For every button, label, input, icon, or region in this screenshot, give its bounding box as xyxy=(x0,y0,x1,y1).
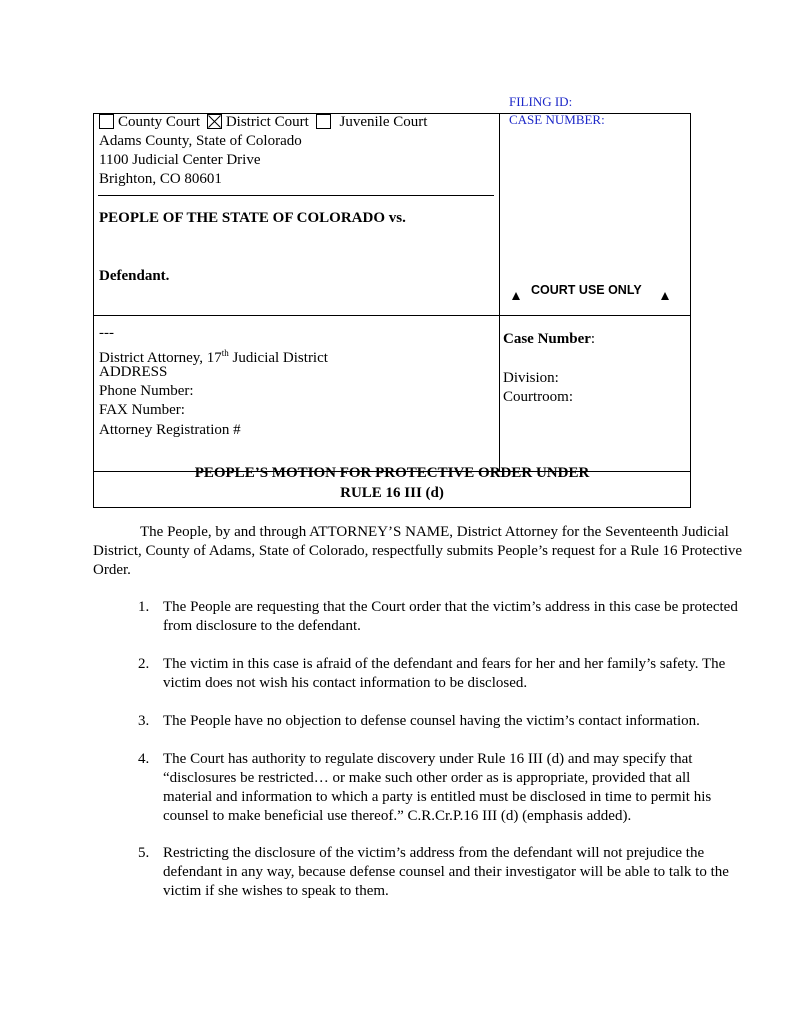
county-court-checkbox[interactable] xyxy=(99,114,114,129)
case-number-header-label: CASE NUMBER: xyxy=(509,112,605,127)
attorney-address: ADDRESS xyxy=(99,364,168,380)
juvenile-court-checkbox[interactable] xyxy=(316,114,331,129)
division-label: Division: xyxy=(503,370,559,386)
district-court-option[interactable] xyxy=(207,114,309,130)
intro-paragraph: The People, by and through ATTORNEY’S NAME, District Attorney for the Seventeenth Judicial District, County of Adams, State of Colorado, respectfully submits People’s request for a Rule 16 Protective Order. xyxy=(93,524,743,578)
juvenile-court-label: Juvenile Court xyxy=(339,114,428,130)
court-use-only-label: COURT USE ONLY xyxy=(531,283,642,297)
case-number-label: Case Number: xyxy=(503,331,596,347)
district-court-checkbox[interactable] xyxy=(207,114,222,129)
case-parties: PEOPLE OF THE STATE OF COLORADO vs. xyxy=(99,210,406,226)
district-court-label: District Court xyxy=(225,114,309,130)
court-selection xyxy=(99,113,427,132)
attorney-fax: FAX Number: xyxy=(99,402,185,418)
attorney-dashes: --- xyxy=(99,325,114,341)
filing-id-label: FILING ID: xyxy=(509,94,573,109)
caption-row-divider xyxy=(93,315,691,316)
juvenile-court-option[interactable] xyxy=(316,114,428,130)
attorney-registration: Attorney Registration # xyxy=(99,422,241,438)
motion-title-line2: RULE 16 III (d) xyxy=(340,485,444,501)
motion-title-line1: PEOPLE’S MOTION FOR PROTECTIVE ORDER UNDER xyxy=(194,465,590,481)
county-court-option[interactable] xyxy=(99,114,200,130)
court-street: 1100 Judicial Center Drive xyxy=(99,152,261,168)
attorney-phone: Phone Number: xyxy=(99,383,194,399)
court-info-underline xyxy=(98,195,494,196)
court-county: Adams County, State of Colorado xyxy=(99,133,302,149)
attorney-title: District Attorney, 17th Judicial District xyxy=(99,348,328,366)
court-city: Brighton, CO 80601 xyxy=(99,171,222,187)
courtroom-label: Courtroom: xyxy=(503,389,573,405)
caption-vertical-divider xyxy=(499,113,500,471)
up-arrow-right-icon xyxy=(661,288,669,305)
county-court-label: County Court xyxy=(118,114,201,130)
defendant-label: Defendant. xyxy=(99,268,170,284)
up-arrow-left-icon xyxy=(512,288,520,305)
